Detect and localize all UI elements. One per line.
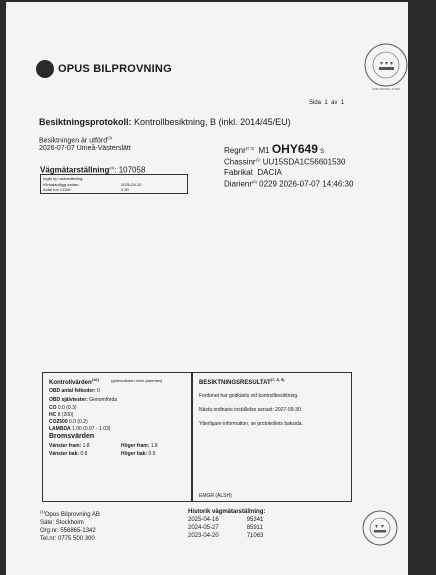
company-logo [36, 60, 172, 78]
info-row: Antal ton CO2e: 1.30 [43, 187, 129, 192]
diary-number: Diarienr$^{(6)}$ 0229 2026-07-07 14:46:30 [224, 179, 354, 189]
brake-front-left: Vänster fram: 1.8 [49, 443, 90, 449]
inspector-signature: EMGR (ALSH) [199, 493, 232, 499]
info-row: Ingår ej i ackreditering: [43, 176, 84, 181]
history-row: 2023-04-20 71063 [188, 533, 264, 539]
odometer: Vägmätarställning$^{(4)}$: 107058 [40, 165, 146, 175]
logo-text: OPUS BILPROVNING [58, 63, 172, 75]
control-line: HC 8 (200) [49, 412, 74, 418]
climate-info-box [40, 174, 188, 194]
brake-rear-left: Vänster bak: 0.8 [49, 451, 88, 457]
company-footer: $^{(1)}$Opus Bilprovning AB Säte: Stockholm Org.nr: 556865-1342 Tel.nr: 0775 500 300 [40, 509, 100, 542]
limits-note: (gränsvärden inom parentes) [111, 378, 163, 383]
control-line: OBD antal felkoder: 0 [49, 388, 100, 394]
vehicle-make: Fabrikat DACIA [224, 168, 282, 177]
brake-rear-right: Höger bak: 0.9 [121, 451, 156, 457]
control-values-title: Kontrollvärden$^{(16)}$ [49, 377, 99, 386]
control-line: LAMBDA 1.00 (0.97 - 1.03) [49, 426, 111, 432]
inspection-result-panel [192, 372, 352, 502]
registration-number: Regnr$^{(2,5)}$ M1 OHY649 S [224, 142, 325, 156]
swedac-seal-icon [363, 42, 409, 88]
result-line: Ytterligare information, se protokollets baksida. [199, 421, 303, 427]
brake-front-right: Höger fram: 1.8 [121, 443, 158, 449]
inspection-protocol-paper [6, 2, 408, 575]
control-line: CO2500 0.0 (0.2) [49, 419, 88, 425]
page-indicator: Sida 1 av 1 [309, 100, 345, 106]
brake-values-title: Bromsvärden [49, 433, 95, 440]
result-line: Fordonet har godkänts vid kontrollbesiktning. [199, 393, 299, 399]
history-row: 2024-05-27 85911 [188, 525, 263, 531]
result-line: Nästa ordinarie inställelse senast: 2027-09-30. [199, 407, 303, 413]
info-row: Klimatanlägg eedan: 2025-04-10 [43, 181, 142, 187]
performed-value: 2026-07-07 Umeå-Västerslätt [39, 145, 131, 152]
control-line: CO 0.0 (0.3) [49, 405, 77, 411]
logo-mark-icon [36, 60, 54, 78]
chassis-number: Chassinr$^{(1)}$ UU15SDA1C56601530 [224, 157, 346, 167]
control-values-panel [42, 372, 192, 502]
performed-label: Besiktningen är utförd$^{(3)}$ [39, 135, 112, 145]
result-title: BESIKTNINGSRESULTAT$^{(7, 8, 9)}$ [199, 377, 285, 386]
protocol-title: Besiktningsprotokoll: Kontrollbesiktning, B (inkl. 2014/45/EU) [39, 117, 291, 127]
control-line: OBD självtester: Genomförda [49, 397, 118, 403]
seal-caption: 1049 ISO/IEC 17020 [372, 87, 400, 91]
history-row: 2025-04-16 95341 [188, 517, 264, 523]
odometer-history: Historik vägmätarställning: 2025-04-16 95341 2024-05-27 85911 2023-04-20 71063 [188, 509, 266, 539]
swedac-seal [363, 42, 409, 92]
swedac-footer-seal-icon [361, 509, 399, 547]
